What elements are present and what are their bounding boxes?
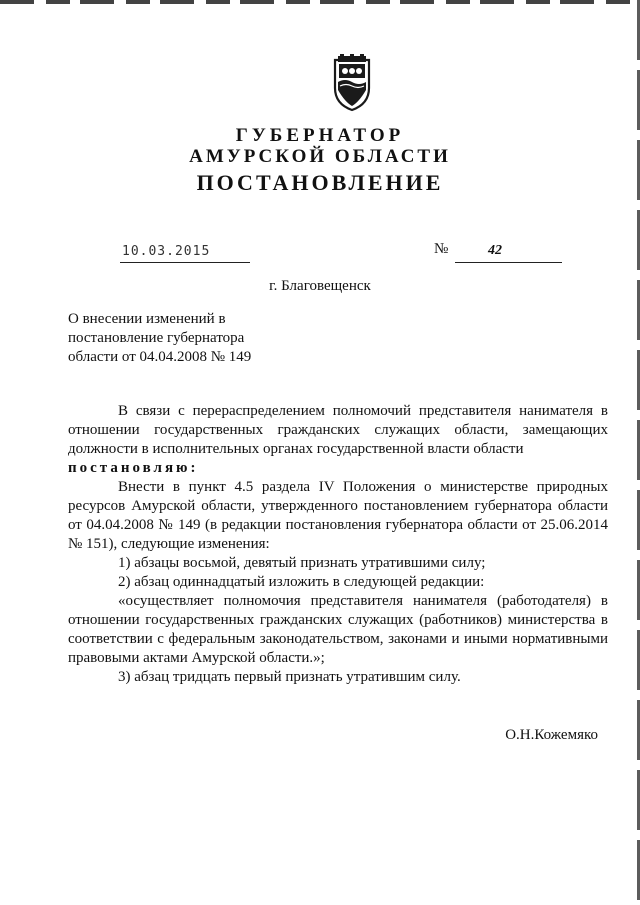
body-paragraph: 1) абзацы восьмой, девятый признать утратившими силу; <box>118 555 486 571</box>
preamble: В связи с перераспределением полномочий представителя нанимателя в отношении государственных гражданских служащих области, замещающих должности в исполнительных органах государственной власти области <box>68 403 608 457</box>
document-date: 10.03.2015 <box>122 244 211 259</box>
document-body <box>68 402 608 687</box>
subject-line: области от 04.04.2008 № 149 <box>68 349 252 365</box>
scan-edge-top <box>0 0 640 4</box>
body-paragraph: «осуществляет полномочия представителя нанимателя (работодателя) в отношении государственных гражданских служащих (работников) министерства в соответствии с федеральным законодательством, законами и иными нормативными правовыми актами Амурской области.»; <box>68 593 608 666</box>
body-paragraph: 2) абзац одиннадцатый изложить в следующей редакции: <box>118 574 485 590</box>
city: г. Благовещенск <box>269 278 371 294</box>
subject-line: О внесении изменений в <box>68 311 226 327</box>
issuer-region: АМУРСКОЙ ОБЛАСТИ <box>189 146 451 167</box>
signature: О.Н.Кожемяко <box>505 727 598 743</box>
document-number: 42 <box>488 243 502 258</box>
number-label: № <box>434 241 449 257</box>
document-type: ПОСТАНОВЛЕНИЕ <box>196 170 444 195</box>
issuer-title: ГУБЕРНАТОР <box>235 125 405 146</box>
coat-of-arms-icon <box>329 54 375 112</box>
body-paragraph: Внести в пункт 4.5 раздела IV Положения о министерстве природных ресурсов Амурской области, утвержденного постановлением губернатора области от 04.04.2008 № 149 (в редакции постановления губернатора области от 25.06.2014 № 151), следующие изменения: <box>68 479 608 552</box>
number-underline <box>455 246 562 263</box>
subject-block <box>68 310 251 367</box>
resolve-word: постановляю: <box>68 460 199 476</box>
subject-line: постановление губернатора <box>68 330 245 346</box>
body-paragraph: 3) абзац тридцать первый признать утратившим силу. <box>118 669 461 685</box>
